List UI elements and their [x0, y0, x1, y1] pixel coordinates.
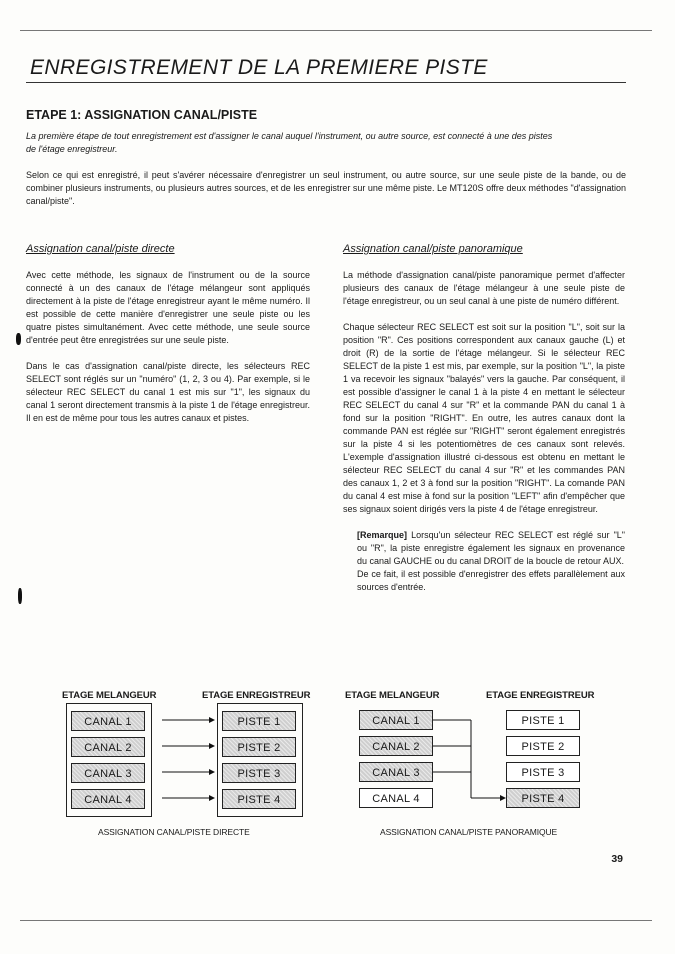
intro-line-2: de l'étage enregistreur.: [26, 144, 118, 154]
pan-caption: ASSIGNATION CANAL/PISTE PANORAMIQUE: [380, 827, 558, 837]
direct-track-4: PISTE 4: [222, 789, 296, 809]
direct-channel-1: CANAL 1: [71, 711, 145, 731]
pan-mixer-label: ETAGE MELANGEUR: [345, 690, 440, 701]
direct-mixer-group: [66, 703, 152, 817]
remark-label: [Remarque]: [357, 530, 408, 540]
pan-track-1: PISTE 1: [506, 710, 580, 730]
remark-block: [343, 529, 625, 594]
right-paragraph-1: La méthode d'assignation canal/piste panoramique permet d'affecter plusieurs des canaux de l'étage mélangeur à une seule piste de l'étage enregistreur, ou un seul canal à une piste de numéro différent.: [343, 270, 625, 306]
intro-text: [26, 130, 626, 156]
binder-mark-2: [18, 588, 22, 604]
pan-routing-lines: [433, 703, 508, 815]
right-column-heading: Assignation canal/piste panoramique: [343, 243, 523, 255]
direct-caption: ASSIGNATION CANAL/PISTE DIRECTE: [98, 827, 250, 837]
top-rule: [20, 30, 652, 31]
direct-track-2: PISTE 2: [222, 737, 296, 757]
pan-track-2: PISTE 2: [506, 736, 580, 756]
pan-channel-4: CANAL 4: [359, 788, 433, 808]
binder-mark-1: [16, 333, 21, 345]
remark-text-2: De ce fait, il est possible d'enregistrer des effets parallèlement aux sources d'entrée.: [357, 569, 625, 592]
left-column: [26, 243, 310, 425]
direct-channel-3: CANAL 3: [71, 763, 145, 783]
section-heading: ETAPE 1: ASSIGNATION CANAL/PISTE: [26, 108, 258, 122]
pan-channel-2: CANAL 2: [359, 736, 433, 756]
bottom-rule: [20, 920, 652, 921]
pan-mixer-group: [358, 703, 434, 815]
pan-recorder-label: ETAGE ENREGISTREUR: [486, 690, 595, 701]
page-title: ENREGISTREMENT DE LA PREMIERE PISTE: [30, 56, 488, 79]
pan-track-3: PISTE 3: [506, 762, 580, 782]
remark-paragraph: [357, 529, 625, 568]
pan-channel-3: CANAL 3: [359, 762, 433, 782]
pan-recorder-group: [500, 703, 584, 815]
intro-line-1: La première étape de tout enregistrement est d'assigner le canal auquel l'instrument, ou autre source, est connecté à une des pistes: [26, 131, 553, 141]
left-paragraph-1: Avec cette méthode, les signaux de l'instrument ou de la source connecté à un des canaux de l'étage mélangeur sont appliqués directement à la piste de l'étage enregistreur ayant le même numéro. Il est possible de cette manière d'enregistrer une seule piste ou les quatre pistes simultanément. Avec cette méthode, une seule source d'entrée peut être enregistrées sur une seule piste.: [26, 270, 310, 345]
direct-track-3: PISTE 3: [222, 763, 296, 783]
direct-recorder-label: ETAGE ENREGISTREUR: [202, 690, 311, 701]
right-column: [343, 243, 625, 594]
page-number: 39: [611, 853, 623, 865]
pan-channel-1: CANAL 1: [359, 710, 433, 730]
right-paragraph-2: Chaque sélecteur REC SELECT est soit sur la position "L", soit sur la position "R". Ces positions correspondent aux canaux gauche (L) et droit (R) de la sortie de l'étage mélangeur. Si le sélecteur REC SELECT de la piste 1 est mis, par exemple, sur la position "L", la piste 1 va recevoir les signaux "balayés" vers la gauche. Par conséquent, il est possible d'assigner le canal 1 à la piste 4 en mettant le sélecteur REC SELECT du canal 4 sur "R" et la commande PAN du canal 1 à fond sur la position "RIGHT". En outre, les autres canaux dont la commande PAN est réglée sur "RIGHT" seront également enregistrés sur la piste 4 si les potentiomètres de ces canaux sont relevés. L'exemple d'assignation illustré ci-dessous est obtenu en mettant le sélecteur REC SELECT du canal 4 sur "R" et les commandes PAN des canaux 1, 2 et 3 à fond sur la position "RIGHT". La comande PAN du canal 4 est mise à fond sur la position "LEFT" afin d'empêcher que ses signaux soient dirigés vers la piste 4 de l'étage enregistreur.: [343, 322, 625, 514]
remark-text: Lorsqu'un sélecteur REC SELECT est réglé sur "L" ou "R", la piste enregistre également les signaux en provenance du canal GAUCHE ou du canal DROIT de la boucle de retour AUX.: [357, 530, 625, 566]
pan-track-4: PISTE 4: [506, 788, 580, 808]
left-column-heading: Assignation canal/piste directe: [26, 243, 175, 255]
body-paragraph: Selon ce qui est enregistré, il peut s'avérer nécessaire d'enregistrer un seul instrument, ou autre source, sur une seule piste de la bande, ou de combiner plusieurs instruments, ou plusieurs autres sources, et de les enregistrer sur une même piste. Le MT120S offre deux méthodes "d'assignation canal/piste".: [26, 170, 626, 206]
direct-mixer-label: ETAGE MELANGEUR: [62, 690, 157, 701]
left-paragraph-2: Dans le cas d'assignation canal/piste directe, les sélecteurs REC SELECT sont réglés sur un "numéro" (1, 2, 3 ou 4). Par exemple, si le sélecteur REC SELECT du canal 1 est mis sur "1", les signaux du canal 1 seront directement transmis à la piste 1 de l'étage enregistreur. Il en est de même pour tous les autres canaux et pistes.: [26, 361, 310, 423]
direct-channel-2: CANAL 2: [71, 737, 145, 757]
direct-channel-4: CANAL 4: [71, 789, 145, 809]
direct-arrows: [150, 703, 217, 815]
direct-track-1: PISTE 1: [222, 711, 296, 731]
direct-recorder-group: [217, 703, 303, 817]
title-underline: [26, 82, 626, 83]
